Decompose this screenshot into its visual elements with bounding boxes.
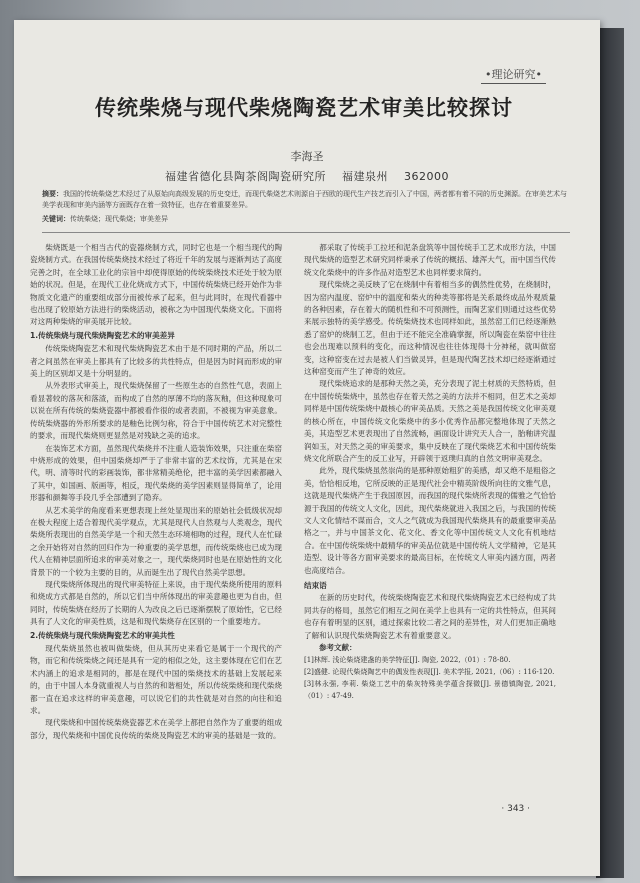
paragraph: 此外，现代柴烧虽然崇尚的是那种原始粗犷的美感，却又绝不是粗俗之美，恰恰相反地，它所反映的正是现代社会中精英阶级所向往的文雅气息，这就是现代柴烧产生于我国原因，而我国的现代柴烧所表现的儒雅之气恰恰源于我国的传统文人文化，因此，现代柴烧就进入我国之后，与我国的传统文人文化情结不谋而合，文人之气就成为我国现代柴烧具有的最重要审美品格之一，并与中国茶文化、花文化、香文化等中国传统文人文化有机地结合。在中国传统柴烧中最精华的审美品位就是中国传统人文学精神，它是其造型、设计等各方面审美要求的最高目标，在传统文人审美内涵方面，两者也高度结合。 bbox=[304, 466, 556, 575]
page-edge-shadow bbox=[596, 28, 624, 878]
paragraph: 现代柴烧所体现出的现代审美特征上来说，由于现代柴烧所使用的原料和烧成方式都是自然的，所以它们当中所体现出的审美意趣也更为自由，但同时，传统柴烧在经历了长期的人为改良之后已逐渐摆脱了原始性，它已经具有了人文化的审美性质，这是和现代柴烧存在区别的一个重要地方。 bbox=[30, 579, 282, 627]
paragraph: 传统柴烧陶瓷艺术和现代柴烧陶瓷艺术由于是不同时期的产品，所以二者之间虽然在审美上都具有了比较多的共性特点，但是因为时间而形成的审美上的区别却又是十分明显的。 bbox=[30, 344, 282, 379]
section-heading: 1.传统柴烧与现代柴烧陶瓷艺术的审美差异 bbox=[30, 330, 175, 340]
references-heading: 参考文献： bbox=[319, 643, 357, 652]
body-column-right bbox=[304, 242, 556, 702]
paragraph: 现代柴烧虽然也被叫做柴烧，但从其历史来看它是属于一个现代的产物，而它和传统柴烧之间还是具有一定的相似之处，这主要体现在它们在艺术内涵上的追求是相同的，都是在现代中国的柴烧技术的基础上发展起来的，由于中国人本身就重视人与自然的和谐相处，所以传统柴烧和现代柴烧都一直在追求这样的审美意趣，可以说它们的共性就是对自然的向往和追求。 bbox=[30, 644, 282, 716]
paragraph: 都采取了传统手工拉坯和泥条盘筑等中国传统手工艺术成形方法，中国现代柴烧的造型艺术研究同样秉承了传统的概括、雄浑大气，而中国当代传统文化柴烧中的许多作品对造型艺术也同样要求简约。 bbox=[304, 243, 556, 277]
paragraph: 从外表形式审美上，现代柴烧保留了一些原生态的自然性气息，表面上看显著较的落灰和落渣，而构成了自然的厚薄不均的落灰釉，但这种现象可以说在所有传统的柴烧瓷器中都被看作很的或者表面，不被视为审美意象。传统柴烧器的外形所要求的是釉色比例匀称，符合于中国传统艺术对完整性的要求，而现代柴烧则更显然是对残缺之美的追求。 bbox=[30, 381, 282, 441]
divider-rule bbox=[42, 232, 570, 233]
paragraph: 现代柴烧追求的是那种天然之美，充分表现了泥土材质的天然特质，但在中国传统柴烧中，虽然也存在着天然之美的方法并不相同，但艺术之美却同样是中国传统柴烧中最核心的审美品质。天然之美是我国传统文化审美观的核心所在，中国传统文化柴烧中的多小优秀作品都完整地体现了天然之美，其造型艺术更表现出了自然流畅，画面设计讲究天人合一，胎釉讲究温润如玉，对天然之美的审美要求，集中反映在了现代柴烧艺术和中国传统柴烧文化所联合产生的反工业写，开辟领于返璞归真的自然文明审美观念。 bbox=[304, 379, 556, 463]
abstract-block bbox=[42, 188, 570, 225]
conclusion-heading: 结束语 bbox=[304, 580, 327, 590]
keywords bbox=[42, 213, 570, 225]
section-tag: •理论研究• bbox=[481, 66, 546, 84]
paragraph: 现代柴烧和中国传统柴烧瓷器艺术在美学上都把自然作为了重要的组成部分，现代柴烧和中国优良传统的柴烧及陶瓷艺术的审美的基础是一致的。 bbox=[30, 718, 282, 740]
author-affiliation bbox=[14, 168, 600, 184]
paragraph: 现代柴烧之美反映了它在烧制中有着相当多的偶然性优势，在烧制时，因为窑内温度、窑炉中的温度和柴火的种类等都将是关系最终成品外观质量的各种因素，存在着大的随机性和不可预测性，而陶艺家们则通过这些优势来展示独特的美学感受。传统柴烧技术也同样如此，虽然窑工们已经逐渐熟悉了窑炉的烧制工艺，但由于还不能完全准确掌握，所以陶瓷在柴窑中往往也会出现难以预料的变化，而这种情况也往往体现得十分神秘，就叫做窑变，这种窑变在过去是被人们当做灵异，但是现代陶艺技术却已经逐渐通过这种窑变而产生了神奇的效应。 bbox=[304, 280, 556, 377]
abstract bbox=[42, 188, 570, 211]
paragraph: 在装饰艺术方面，虽然现代柴烧并不注重人造装饰效果，只注重在柴窑中烧形成的效果，但中国柴烧却严于了非常丰富的艺术纹饰，尤其是在宋代，明、清等时代的彩画装饰，都非常精美绝伦，把丰富的美学因素都融入了其中，如国画、版画等，相反，现代柴烧的美学因素则显得简单了，论用形器和颜舞等手段几乎全部遭到了隐弃。 bbox=[30, 443, 282, 503]
body-column-left bbox=[30, 242, 282, 742]
affiliation-zip: 362000 bbox=[404, 170, 449, 183]
reference-item: [3]林永强, 李莉. 柴烧工艺中的柴灰特殊美学蕴含探微[J]. 景德镇陶瓷, 2021,（01）: 47-49. bbox=[304, 680, 556, 701]
keywords-label: 关键词： bbox=[42, 214, 70, 223]
abstract-label: 摘要： bbox=[42, 189, 63, 198]
abstract-text: 我国的传统柴烧艺术经过了从原始向高级发展的历史变迁，而现代柴烧艺术则源自于西欧的现代生产技艺而引入了中国，两者都有着不同的历史渊源。在审美艺术与美学表现和审美内涵等方面既存在着一致特征，也存在着重要差异。 bbox=[42, 190, 567, 209]
paragraph: 在新的历史时代，传统柴烧陶瓷艺术和现代柴烧陶瓷艺术已经构成了共同共存的格局，虽然它们相互之间在美学上也具有一定的共性特点，但其间也存有着明显的区别，通过探索比较二者之间的差异性，对人们更加正确地了解和认识现代柴烧陶瓷艺术有着重要意义。 bbox=[304, 593, 556, 640]
author-name: 李海圣 bbox=[290, 150, 324, 163]
reference-item: [2]盛健. 论现代柴烧陶艺中的偶发性表现[J]. 美术学报, 2021,（06）: 116-120. bbox=[304, 668, 555, 677]
page-number: · 343 · bbox=[501, 804, 530, 814]
journal-page bbox=[14, 20, 600, 876]
paragraph: 从艺术美学的角度看来更想表现上丝处显现出来的原始社会低级状况却在极大程度上适合着现代美学观点，尤其是现代人自然观与人类观念，现代柴烧所表现出的自然美学是一个和天然生态环境相吻的过程，现代人在忙碌之余开始将对自然的回归作为一种重要的美学思想，而传统柴烧也已成为现代人在精神层面所追求的审美对象之一，现代柴烧同时也是在原始性的文化背景下的一个较为主要的目的，从而诞生出了现代自然美学思想。 bbox=[30, 505, 282, 577]
affiliation-place: 福建泉州 bbox=[342, 170, 388, 183]
article-title: 传统柴烧与现代柴烧陶瓷艺术审美比较探讨 bbox=[95, 95, 513, 120]
section-heading: 2.传统柴烧与现代柴烧陶瓷艺术的审美共性 bbox=[30, 630, 175, 640]
keywords-text: 传统柴烧；现代柴烧；审美差异 bbox=[70, 215, 168, 223]
affiliation-org: 福建省德化县陶茶阁陶瓷研究所 bbox=[165, 170, 326, 183]
paragraph: 柴烧既是一个相当古代的瓷器烧制方式，同时它也是一个相当现代的陶瓷烧制方式。在我国传统柴烧技术经过了将近千年的发展与逐渐判达了高度完善之时，在全球工业化的宗旨中却使得原始的传统柴烧技术还处于较为原始的状况。但是，在现代工业化烧成方式下，中国传统柴烧已经开始作为非物质文化遗产的重要组成部分而被传承了起来，但与此同时，在现代看器中也出现了较原始方法进行的柴烧活动，被称之为中国现代柴烧文化。下面将对这两种柴烧的审美展开比较。 bbox=[30, 243, 282, 327]
reference-item: [1]林辉. 浅论柴烧建盏的美学特征[J]. 陶瓷, 2022,（01）: 78-80. bbox=[304, 656, 511, 665]
